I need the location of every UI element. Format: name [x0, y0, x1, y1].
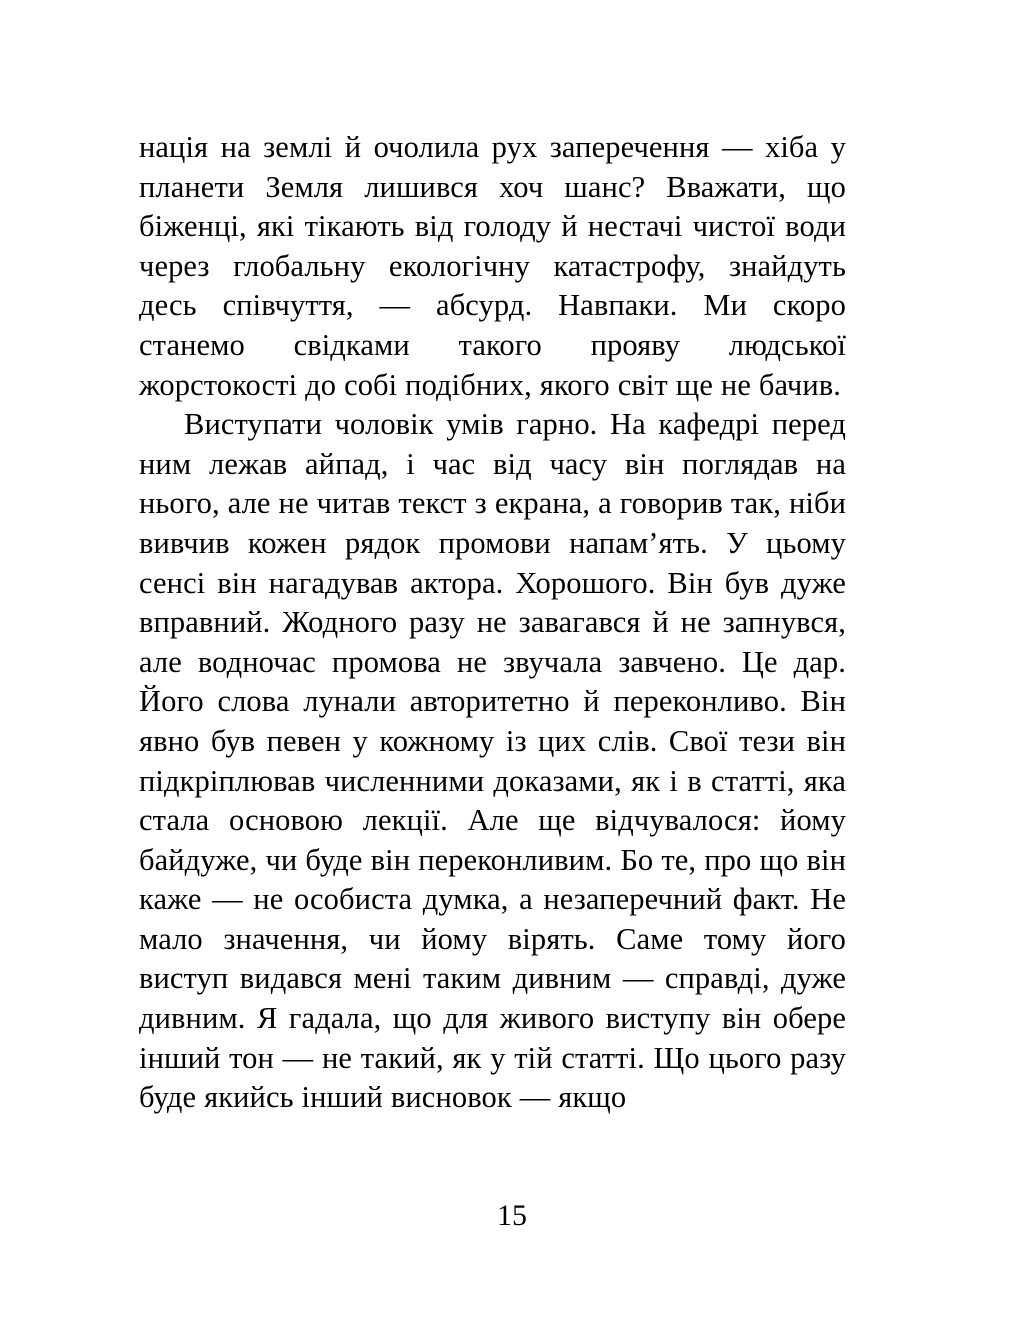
paragraph-continued: нація на землі й очолила рух заперечення — хіба у планети Земля лишився хоч шанс? Вважати, що біженці, які тікають від голоду й нестачі чистої води через глобальну екологічну катастрофу, знайдуть десь співчуття, — абсурд. Навпаки. Ми скоро станемо свідками такого прояву людської жорстокості до собі подібних, якого світ ще не бачив. — [139, 130, 846, 402]
paragraph-second: Виступати чоловік умів гарно. На кафедрі перед ним лежав айпад, і час від часу він поглядав на нього, але не читав текст з екрана, а говорив так, ніби вивчив кожен рядок промови напам’ять. У цьому сенсі він нагадував актора. Хорошого. Він був дуже вправний. Жодного разу не завагався й не запнувся, але водночас промова не звучала завчено. Це дар. Його слова лунали авторитетно й переконливо. Він явно був певен у кожному із цих слів. Свої тези він підкріплював численними доказами, як і в статті, яка стала основою лекції. Але ще відчувалося: йому байдуже, чи буде він переконливим. Бо те, про що він каже — не особиста думка, а незаперечний факт. Не мало значення, чи йому вірять. Саме тому його виступ видався мені таким дивним — справді, дуже дивним. Я гадала, що для живого виступу він обере інший тон — не такий, як у тій статті. Що цього разу буде якийсь інший висновок — якщо — [139, 407, 846, 1115]
page-text-block — [139, 128, 846, 1118]
page-number: 15 — [497, 1199, 527, 1232]
